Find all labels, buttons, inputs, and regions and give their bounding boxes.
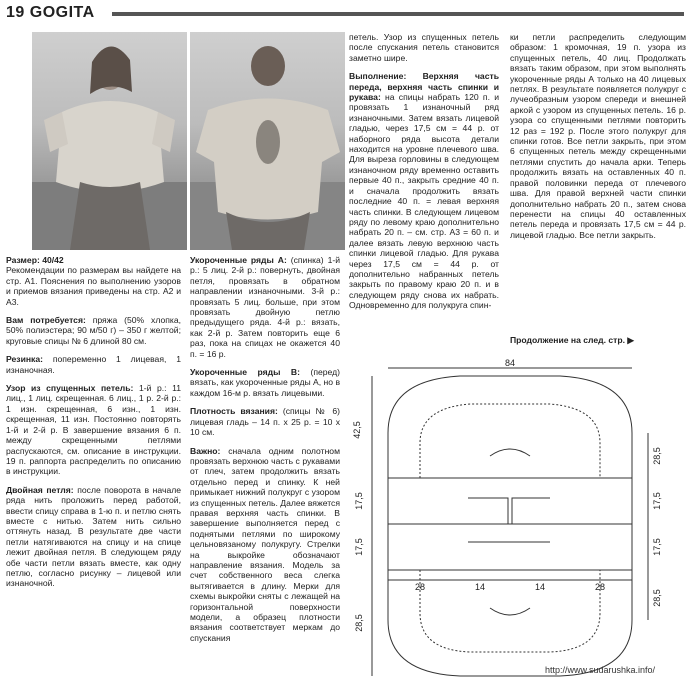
continued-text: ки петли распределить следующим образом: 1 кромочная, 19 п. узора из спущенных петель, 40 лиц. Продолжать вязать таким образом, при этом выполнять укороченные ряды А только на 40 лицевых петлях. В результате появляется полукруг с лучеобразным узором спереди и внешней аркой с узором из спущенных петель. 16 р. узора со спущенными петлями повторить 12 раз = 192 р. После этого полукруг для спинки готов. Все петли закрыть, при этом 6 спущенных петель между скрещенными петлями спустить до начала арки. Теперь продолжить вязать на оставленных 40 п. правой половинки переда от плечевого шва. Для правой верхней части спинки дополнительно набрать 20 п., затем снова перенести на спицы 40 оставленных петель переда и провязать 17,5 см = 44 р. лицевой гладью. Все петли закрыть.: [510, 32, 686, 240]
column-2: [190, 255, 340, 651]
pattern-schematic: [350, 358, 690, 679]
photo-back: [190, 32, 345, 250]
dim-14-left: 14: [474, 582, 486, 592]
short-rows-a-label: Укороченные ряды А:: [190, 255, 287, 265]
watermark-url: http://www.sudarushka.info/: [545, 665, 656, 675]
gauge-text: (спицы № 6) лицевая гладь – 14 п. x 25 р. = 10 x 10 см.: [190, 406, 340, 438]
column-4: [510, 32, 686, 248]
dim-17-5-a: 17,5: [354, 492, 364, 510]
double-stitch-label: Двойная петля:: [6, 484, 74, 495]
lower-inner-arc: [420, 570, 600, 652]
column-3: [349, 32, 499, 319]
column-1: [6, 255, 181, 597]
dim-28-5-left: 28,5: [354, 614, 364, 632]
dim-28-5-right: 28,5: [652, 589, 662, 607]
header-rule: [112, 12, 684, 16]
execution-text: на спицы набрать 120 п. и провязать 1 изнаночный ряд изнаночными. Затем вязать лицевой гладью, через 17,5 см = 44 р. от наборного ряда высота детали находится на уровне плечевого шва. Для выреза горловины в следующем изнаночном ряду временно оставить первые 40 п., закрыть средние 40 п. и сначала продолжить вязать последние 40 п. = левая верхняя часть спинки. В следующем лицевом ряду по левому краю дополнительно набрать 20 п. – см. стр. А3 = 60 п. и далее вязать левую верхнюю часть спинки лицевой гладью. Для рукава через 17,5 см = 44 р. от дополнительно набранных петель закрыть по правому краю 20 п. и в следующем ряду снова их набрать. Одновременно для полукруга спин-: [349, 92, 499, 311]
neck-left: [468, 498, 508, 524]
rib-label: Резинка:: [6, 354, 43, 365]
short-rows-a-text: (спинка) 1-й р.: 5 лиц. 2-й р.: повернуть, двойная петля, провязать в обратном направлении изнаночными. 3-й р.: провязать 5 лиц. больше, при этом провязать двойную петлю предыдущего ряда. 4-й р.: вязать, как 2-й р. Затем повторить еще 6 раз, пока на спицах не окажется 40 п. = 16 р.: [190, 255, 341, 359]
dim-28-left: 28: [414, 582, 426, 592]
direction-arrow-top: [490, 449, 530, 456]
upper-semicircle: [388, 376, 632, 478]
execution-label: Выполнение: Верхняя часть переда, верхняя часть спинки и рукава:: [349, 71, 499, 103]
dim-17-5-b: 17,5: [354, 538, 364, 556]
dim-42-5: 42,5: [352, 421, 362, 439]
dim-17-5-c: 17,5: [652, 492, 662, 510]
size-label: Размер: 40/42: [6, 255, 64, 265]
dim-14-right: 14: [534, 582, 546, 592]
drop-stitch-text: 1-й р.: 11 лиц., 1 лиц. скрещенная. 6 лиц., 1 р. 2-й р.: 1 изн. скрещенная, 6 изн., 1 изн. скрещенная, 11 изн. Постоянно повторять 1-й и 2-й р. В завершение вязания 6 п. между скрещенными петлями распускаются, см. описание в инструкции. 19 п. раппорта распределить по описанию в инструкции.: [6, 383, 182, 477]
dim-17-5-d: 17,5: [652, 538, 662, 556]
page-header: [0, 0, 690, 26]
double-stitch-text: после поворота в начале ряда нить проложить перед работой, ввести спицу справа в 1-ю п. и петлю снять вместе с нитью. Затем нить сильно оттянуть назад. В результате две части петли натягиваются на спицу и на спице лежит двойная петля. В следующем ряду обе части петли вязать вместе, как одну петлю, согласно рисунку – лицевой или изнаночной.: [6, 484, 182, 589]
photo-front: [32, 32, 187, 250]
important-label: Важно:: [190, 445, 221, 456]
needs-label: Вам потребуется:: [6, 315, 86, 326]
intro-text: петель. Узор из спущенных петель после спускания петель становится заметно шире.: [349, 32, 499, 63]
short-rows-b-label: Укороченные ряды В:: [190, 367, 300, 378]
continue-next-page: Продолжение на след. стр. ▶: [510, 335, 635, 345]
dim-28-right: 28: [594, 582, 606, 592]
dim-84: 84: [504, 358, 516, 368]
gauge-label: Плотность вязания:: [190, 406, 278, 417]
direction-arrow-bottom: [490, 608, 530, 615]
drop-stitch-label: Узор из спущенных петель:: [6, 383, 134, 394]
dim-28-5-top: 28,5: [652, 447, 662, 465]
neck-right: [512, 498, 550, 524]
needs-text: пряжа (50% хлопка, 50% полиэстера; 90 м/50 г) – 350 г желтой; круговые спицы № 6 длиной 80 см.: [6, 315, 181, 346]
size-text: Рекомендации по размерам вы найдете на стр. А1. Пояснения по выполнению узоров и приемов вязания приведены на стр. А2 и А3.: [6, 265, 181, 307]
rib-text: попеременно 1 лицевая, 1 изнаночная.: [6, 354, 181, 375]
upper-inner-arc: [420, 404, 600, 478]
important-text: сначала одним полотном провязать верхнюю часть с рукавами от плеч, затем продолжить вязать отдельно перед и спинку. К ней примыкает нижний полукруг с узором из спущенных петель. Далее вяжется правая верхняя часть спинки. В завершение выполняется перед с поднятыми петлями по широкому цельновязаному полукругу. Стрелки на выкройке обозначают направление вязания. Модель за счет собственного веса слегка вытягивается в длину. Мерки для схемы выкройки сняты с лежащей на горизонтальной поверхности модели, а образец плотности вязания соответствует меркам до спускания: [190, 445, 341, 643]
short-rows-b-text: (перед) вязать, как укороченные ряды А, но в каждом 16-м р. вязать лицевыми.: [190, 367, 341, 398]
pattern-title: 19 GOGITA: [6, 4, 95, 21]
